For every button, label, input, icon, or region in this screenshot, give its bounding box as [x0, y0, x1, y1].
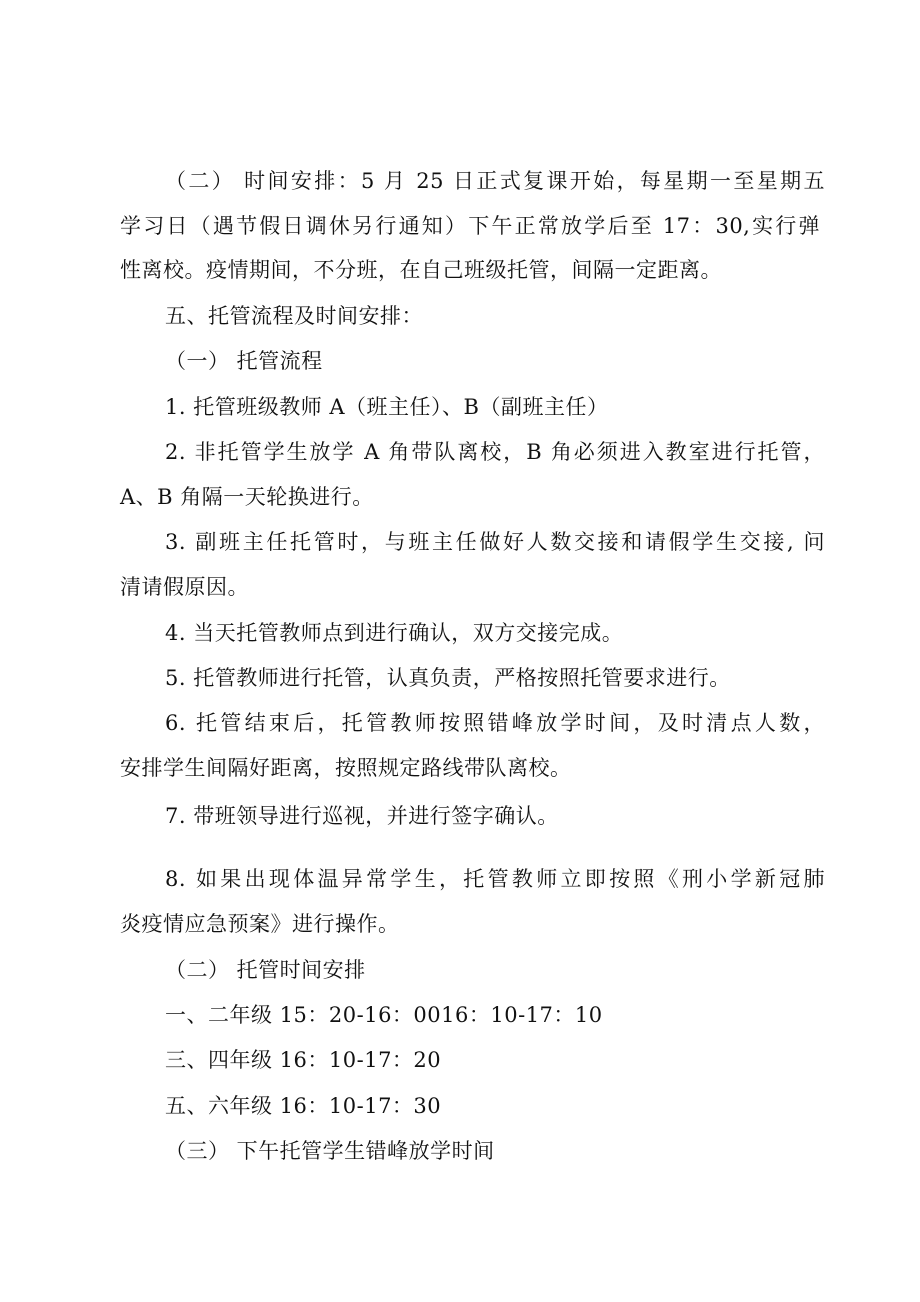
- list-item-6-line-2: 安排学生间隔好距离，按照规定路线带队离校。: [120, 756, 572, 780]
- paragraph-time-schedule-line-1: （二） 时间安排：5 月 25 日正式复课开始，每星期一至星期五: [165, 169, 825, 193]
- list-item-2-line-1: 2. 非托管学生放学 A 角带队离校，B 角必须进入教室进行托管，: [165, 440, 825, 464]
- list-item-8-line-2: 炎疫情应急预案》进行操作。: [120, 912, 400, 936]
- subheading-schedule: （二） 托管时间安排: [165, 958, 366, 982]
- paragraph-time-schedule-line-2: 学习日（遇节假日调休另行通知）下午正常放学后至 17：30,实行弹: [120, 214, 820, 238]
- list-item-5: 5. 托管教师进行托管，认真负责，严格按照托管要求进行。: [165, 666, 731, 690]
- list-item-7: 7. 带班领导进行巡视，并进行签字确认。: [165, 804, 559, 828]
- list-item-2-line-2: A、B 角隔一天轮换进行。: [120, 485, 374, 509]
- list-item-1: 1. 托管班级教师 A（班主任）、B（副班主任）: [165, 395, 609, 419]
- list-item-6-line-1: 6. 托管结束后，托管教师按照错峰放学时间，及时清点人数，: [165, 711, 825, 735]
- list-item-3-line-2: 清请假原因。: [120, 575, 249, 599]
- list-item-8-line-1: 8. 如果出现体温异常学生，托管教师立即按照《刑小学新冠肺: [165, 867, 825, 891]
- paragraph-time-schedule-line-3: 性离校。疫情期间，不分班，在自己班级托管，间隔一定距离。: [120, 258, 722, 282]
- subheading-process: （一） 托管流程: [165, 349, 323, 373]
- subheading-staggered-dismissal: （三） 下午托管学生错峰放学时间: [165, 1139, 495, 1163]
- section-heading-process: 五、托管流程及时间安排：: [165, 304, 423, 328]
- schedule-grade-3-4: 三、四年级 16：10-17：20: [165, 1048, 442, 1072]
- list-item-4: 4. 当天托管教师点到进行确认，双方交接完成。: [165, 621, 624, 645]
- list-item-3-line-1: 3. 副班主任托管时，与班主任做好人数交接和请假学生交接, 问: [165, 530, 825, 554]
- schedule-grade-5-6: 五、六年级 16：10-17：30: [165, 1094, 442, 1118]
- schedule-grade-1-2: 一、二年级 15：20-16：0016：10-17：10: [165, 1003, 603, 1027]
